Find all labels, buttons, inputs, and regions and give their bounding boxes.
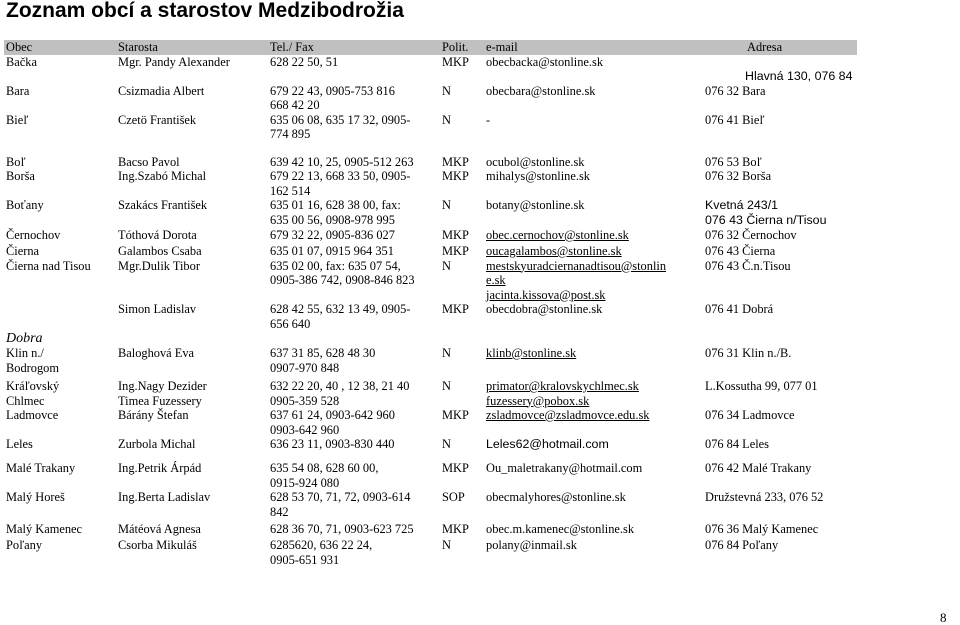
- table-row: [4, 379, 857, 408]
- cell-email: obec.m.kamenec@stonline.sk: [486, 522, 635, 536]
- cell-adresa: 076 34 Ladmovce: [705, 408, 795, 422]
- cell-polit: MKP: [442, 408, 469, 422]
- cell-polit: N: [442, 379, 451, 393]
- table-body: [4, 40, 857, 571]
- municipality-table: [4, 40, 857, 571]
- table-row: [4, 259, 857, 303]
- cell-obec: Boľ: [6, 154, 26, 169]
- cell-starosta: Ing.Berta Ladislav: [118, 490, 211, 504]
- cell-obec: Černochov: [6, 228, 61, 242]
- cell-tel: 639 42 10, 25, 0905-512 263: [270, 154, 414, 169]
- cell-adresa: 076 53 Boľ: [705, 154, 762, 169]
- cell-tel: 635 02 00, fax: 635 07 54, 0905-386 742, 0908-846 823: [270, 258, 415, 287]
- cell-adresa: 076 41 Dobrá: [705, 302, 774, 316]
- table-row: [4, 437, 857, 461]
- cell-adresa: Družstevná 233, 076 52: [705, 490, 824, 504]
- cell-tel: 635 06 08, 635 17 32, 0905- 774 895: [270, 112, 411, 141]
- cell-obec: Leles: [6, 437, 33, 451]
- cell-tel: 6285620, 636 22 24, 0905-651 931: [270, 538, 373, 567]
- cell-email: -: [486, 112, 491, 127]
- cell-starosta: Ing.Nagy Dezider Timea Fuzessery: [118, 379, 207, 408]
- cell-tel: 628 36 70, 71, 0903-623 725: [270, 522, 414, 536]
- cell-starosta: Mgr. Pandy Alexander: [118, 54, 230, 69]
- cell-obec: Boťany: [6, 198, 44, 212]
- cell-email: zsladmovce@zsladmovce.edu.sk: [486, 408, 650, 422]
- cell-starosta: Csizmadia Albert: [118, 83, 205, 98]
- cell-tel: 628 53 70, 71, 72, 0903-614 842: [270, 490, 411, 519]
- table-row: [4, 346, 857, 379]
- cell-tel: 636 23 11, 0903-830 440: [270, 437, 395, 451]
- cell-adresa: 076 84 Poľany: [705, 538, 779, 552]
- cell-starosta: Bacso Pavol: [118, 154, 180, 169]
- cell-email: Ou_maletrakany@hotmail.com: [486, 461, 643, 475]
- cell-starosta: Csorba Mikuláš: [118, 538, 197, 552]
- cell-tel: 637 31 85, 628 48 30 0907-970 848: [270, 346, 376, 375]
- cell-email: obecmalyhores@stonline.sk: [486, 490, 626, 504]
- cell-polit: N: [442, 258, 451, 273]
- cell-starosta: Ing.Szabó Michal: [118, 169, 207, 183]
- table-row: [4, 490, 857, 522]
- cell-adresa: 076 32 Bara: [705, 83, 766, 98]
- cell-polit: MKP: [442, 169, 469, 183]
- cell-polit: N: [442, 437, 451, 451]
- cell-starosta: Ing.Petrik Árpád: [118, 461, 202, 475]
- cell-adresa: 076 43 Č.n.Tisou: [705, 258, 791, 273]
- table-row: [4, 522, 857, 538]
- cell-tel: 628 22 50, 51: [270, 54, 339, 69]
- cell-polit: MKP: [442, 228, 469, 242]
- table-row: [4, 169, 857, 198]
- cell-tel: 679 32 22, 0905-836 027: [270, 228, 395, 242]
- cell-tel: 679 22 13, 668 33 50, 0905- 162 514: [270, 169, 411, 198]
- cell-email: Leles62@hotmail.com: [486, 437, 609, 451]
- table-row: [4, 538, 857, 571]
- cell-polit: MKP: [442, 244, 469, 258]
- cell-email: primator@kralovskychlmec.sk fuzessery@pobox.sk: [486, 379, 639, 408]
- cell-obec: Malý Horeš: [6, 490, 65, 504]
- cell-polit: MKP: [442, 522, 469, 536]
- cell-starosta: Zurbola Michal: [118, 437, 196, 451]
- cell-starosta: Mátéová Agnesa: [118, 522, 201, 536]
- cell-adresa: 076 41 Bieľ: [705, 112, 765, 127]
- cell-polit: N: [442, 112, 451, 127]
- cell-starosta: Baloghová Eva: [118, 346, 195, 360]
- cell-adresa: 076 32 Černochov: [705, 228, 797, 242]
- cell-obec: Poľany: [6, 538, 43, 552]
- cell-obec: Kráľovský Chlmec: [6, 379, 60, 408]
- cell-adresa: 076 32 Borša: [705, 169, 772, 183]
- table-row: [4, 198, 857, 228]
- table-header-row: [4, 40, 857, 55]
- cell-obec: Čierna: [6, 244, 40, 258]
- table-row: [4, 228, 857, 244]
- cell-obec: Malé Trakany: [6, 461, 76, 475]
- cell-polit: SOP: [442, 490, 465, 504]
- cell-email: obecdobra@stonline.sk: [486, 302, 603, 316]
- header-starosta: Starosta: [116, 40, 268, 55]
- cell-email: ocubol@stonline.sk: [486, 154, 585, 169]
- cell-obec: Borša: [6, 169, 35, 183]
- cell-polit: N: [442, 538, 451, 552]
- cell-tel: 635 01 07, 0915 964 351: [270, 244, 394, 258]
- header-email: e-mail: [484, 40, 703, 55]
- cell-adresa: L.Kossutha 99, 077 01: [705, 379, 818, 393]
- cell-polit: N: [442, 346, 451, 360]
- cell-polit: MKP: [442, 154, 469, 169]
- cell-obec: Klin n./ Bodrogom: [6, 346, 60, 375]
- cell-adresa: Hlavná 130, 076 84: [745, 69, 853, 83]
- header-obec: Obec: [4, 40, 116, 55]
- cell-starosta: Mgr.Dulik Tibor: [118, 258, 200, 273]
- cell-email: mestskyuradciernanadtisou@stonlin e.sk jacinta.kissova@post.sk: [486, 258, 667, 302]
- cell-starosta: Simon Ladislav: [118, 302, 197, 316]
- table-row: [4, 155, 857, 170]
- cell-email: botany@stonline.sk: [486, 198, 585, 212]
- cell-tel: 632 22 20, 40 , 12 38, 21 40 0905-359 528: [270, 379, 410, 408]
- cell-adresa: 076 31 Klin n./B.: [705, 346, 792, 360]
- cell-email: obecbacka@stonline.sk: [486, 54, 604, 69]
- cell-obec: Bara: [6, 83, 30, 98]
- table-row: [4, 113, 857, 155]
- cell-starosta: Czetö František: [118, 112, 197, 127]
- cell-obec: Malý Kamenec: [6, 522, 83, 536]
- cell-starosta: Tóthová Dorota: [118, 228, 197, 242]
- cell-polit: MKP: [442, 54, 469, 69]
- cell-tel: 679 22 43, 0905-753 816 668 42 20: [270, 83, 395, 112]
- cell-starosta: Bárány Štefan: [118, 408, 189, 422]
- cell-adresa: 076 42 Malé Trakany: [705, 461, 812, 475]
- cell-tel: 635 01 16, 628 38 00, fax: 635 00 56, 0908-978 995: [270, 198, 401, 227]
- header-adresa: Adresa: [703, 40, 857, 55]
- cell-starosta: Szakács František: [118, 198, 208, 212]
- table-row: [4, 84, 857, 113]
- table-row: [4, 461, 857, 490]
- header-polit: Polit.: [440, 40, 484, 55]
- cell-adresa: 076 43 Čierna: [705, 244, 776, 258]
- page-number: 8: [940, 610, 947, 625]
- cell-polit: MKP: [442, 461, 469, 475]
- cell-obec: Bieľ: [6, 112, 29, 127]
- cell-tel: 637 61 24, 0903-642 960 0903-642 960: [270, 408, 395, 437]
- table-row: [4, 408, 857, 437]
- cell-tel: 628 42 55, 632 13 49, 0905- 656 640: [270, 302, 411, 331]
- cell-polit: N: [442, 198, 451, 212]
- cell-starosta: Galambos Csaba: [118, 244, 202, 258]
- cell-email: polany@inmail.sk: [486, 538, 577, 552]
- cell-adresa: Kvetná 243/1 076 43 Čierna n/Tisou: [705, 198, 827, 227]
- cell-email: obec.cernochov@stonline.sk: [486, 228, 629, 242]
- cell-email: oucagalambos@stonline.sk: [486, 244, 622, 258]
- cell-email: mihalys@stonline.sk: [486, 169, 590, 183]
- cell-tel: 635 54 08, 628 60 00, 0915-924 080: [270, 461, 379, 490]
- table-row: [4, 55, 857, 84]
- cell-polit: MKP: [442, 302, 469, 316]
- cell-polit: N: [442, 83, 451, 98]
- cell-obec: Dobra: [6, 330, 43, 346]
- cell-email: klinb@stonline.sk: [486, 346, 577, 360]
- cell-email: obecbara@stonline.sk: [486, 83, 596, 98]
- page-title: Zoznam obcí a starostov Medzibodrožia: [6, 0, 404, 22]
- table-row: [4, 302, 857, 346]
- header-tel: Tel./ Fax: [268, 40, 440, 55]
- cell-adresa: 076 36 Malý Kamenec: [705, 522, 819, 536]
- table-row: [4, 244, 857, 259]
- cell-obec: Bačka: [6, 54, 37, 69]
- cell-obec: Čierna nad Tisou: [6, 258, 91, 273]
- cell-adresa: 076 84 Leles: [705, 437, 770, 451]
- cell-obec: Ladmovce: [6, 408, 59, 422]
